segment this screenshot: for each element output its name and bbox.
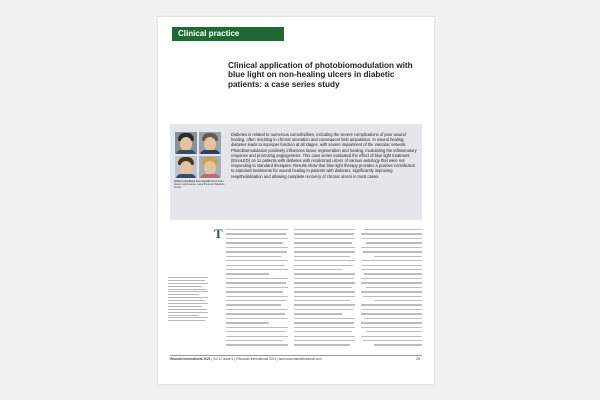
body-text-line	[294, 318, 355, 319]
bio-text-line	[168, 297, 208, 298]
body-text-line	[226, 247, 288, 248]
body-text-line	[374, 344, 422, 345]
body-text-line	[294, 242, 352, 243]
body-text-line	[361, 269, 422, 270]
footer-details: | Vol 12 Issue 4 | ©Wounds International 2021 | www.woundsinternational.com	[210, 357, 322, 361]
body-text-line	[294, 251, 355, 252]
bio-text-line	[168, 320, 205, 321]
body-text-line	[226, 318, 288, 319]
article-page	[158, 17, 434, 384]
body-text-line	[294, 282, 355, 283]
body-text-line	[294, 340, 355, 341]
body-text-line	[226, 296, 288, 297]
body-text-line	[363, 340, 422, 341]
drop-cap: T	[214, 226, 223, 241]
author-face	[204, 161, 216, 175]
body-text-line	[294, 269, 342, 270]
body-text-line	[226, 256, 281, 257]
body-column-1	[226, 229, 288, 349]
bio-text-line	[168, 286, 202, 287]
author-photo	[199, 132, 221, 154]
body-text-line	[294, 278, 354, 279]
section-banner: Clinical practice	[172, 27, 284, 41]
body-text-line	[294, 247, 355, 248]
body-text-line	[294, 291, 355, 292]
body-text-line	[366, 242, 422, 243]
body-text-line	[226, 331, 286, 332]
page-number: 25	[416, 357, 420, 361]
body-text-line	[364, 273, 422, 274]
author-photo	[175, 132, 197, 154]
body-text-line	[226, 269, 288, 270]
body-text-line	[363, 296, 422, 297]
body-text-line	[294, 344, 350, 345]
body-text-line	[361, 238, 422, 239]
body-text-line	[226, 287, 288, 288]
body-text-line	[226, 233, 286, 234]
body-text-line	[364, 318, 422, 319]
body-text-line	[226, 300, 287, 301]
author-bio-lines	[168, 277, 208, 321]
bio-text-line	[168, 289, 207, 290]
footer-rule	[170, 355, 422, 356]
body-text-line	[226, 291, 283, 292]
body-text-line	[294, 273, 355, 274]
author-face	[180, 137, 192, 151]
author-caption-heading: Authors (clockwise from top left):	[174, 181, 211, 183]
body-text-line	[294, 300, 350, 301]
body-text-line	[294, 238, 355, 239]
body-text-line	[226, 340, 283, 341]
author-bio-sidebar	[168, 277, 208, 323]
body-text-line	[226, 265, 285, 266]
body-text-line	[361, 278, 422, 279]
author-face	[180, 161, 192, 175]
body-text-line	[294, 322, 354, 323]
author-caption	[174, 181, 226, 190]
bio-text-line	[168, 303, 208, 304]
author-caption-names: Maria Stella Aliquò, Luigi Fassone, Laura Prieto and Salvatore Corrao	[174, 181, 225, 189]
body-text-line	[361, 233, 422, 234]
body-text-line	[226, 242, 283, 243]
author-face	[204, 137, 216, 151]
body-text-line	[361, 260, 422, 261]
body-text-line	[294, 331, 352, 332]
body-text-line	[362, 309, 422, 310]
author-shirt	[176, 150, 196, 154]
body-text-line	[361, 336, 422, 337]
body-text-line	[294, 229, 355, 230]
body-text-row	[294, 344, 422, 348]
body-text-line	[226, 273, 269, 274]
body-text-line	[294, 265, 353, 266]
bio-text-line	[168, 277, 208, 278]
footer-journal: Wounds International 2021	[170, 357, 211, 361]
bio-text-line	[168, 291, 208, 292]
body-text-line	[226, 322, 269, 323]
body-text-line	[226, 260, 288, 261]
body-text-line	[226, 229, 288, 230]
body-text-line	[366, 287, 422, 288]
bio-text-line	[168, 309, 207, 310]
body-text-line	[294, 304, 355, 305]
bio-text-line	[168, 312, 208, 313]
body-text-line	[361, 313, 422, 314]
bio-text-line	[168, 317, 208, 318]
bio-text-line	[168, 315, 199, 316]
abstract-text: Diabetes is related to numerous comorbidities, including the severe complications of poor wound healing, often resulting in chronic ulceration and consequent limb amputation. In wound healing, diabetes leads to improper function at all stages, with severe impairment of the vascular network. Photobiomodulation positively influences tissue regeneration and healing, modulating the inflammatory response and promoting angiogenesis. This case series evaluated the effect of blue light treatment (EmoLED) on 11 patients with diabetes with recalcitrant ulcers of various aetiology that were not responding to standard therapies. Results show that blue light therapy provides a positive contribution to standard treatments for wound healing in patients with diabetes, significantly improving reepithelialisation and allowing complete recovery of chronic ulcers in most cases.	[231, 132, 417, 179]
author-photo	[175, 156, 197, 178]
body-text-line	[374, 300, 422, 301]
body-text-line	[361, 291, 422, 292]
body-text-line	[361, 282, 422, 283]
body-text-line	[226, 336, 288, 337]
article-title: Clinical application of photobiomodulation with blue light on non-healing ulcers in diabetic patients: a case series study	[228, 61, 413, 89]
body-text-line	[362, 265, 422, 266]
body-text-line	[226, 327, 288, 328]
body-text-line	[361, 304, 422, 305]
body-text-line	[226, 278, 288, 279]
body-text-line	[226, 238, 288, 239]
body-text-line	[294, 260, 355, 261]
bio-text-line	[168, 300, 205, 301]
body-text-line	[226, 304, 281, 305]
bio-text-line	[168, 283, 208, 284]
body-text-line	[361, 322, 422, 323]
body-text-line	[226, 313, 285, 314]
body-text-line	[294, 287, 352, 288]
body-text-line	[361, 327, 422, 328]
body-text-line	[294, 296, 355, 297]
bio-text-line	[168, 294, 199, 295]
body-text-line	[226, 282, 286, 283]
body-text-line	[294, 256, 350, 257]
body-text-line	[294, 313, 342, 314]
body-text-line	[294, 233, 354, 234]
body-text-line	[366, 331, 422, 332]
body-text-line	[226, 309, 288, 310]
author-shirt	[200, 174, 220, 178]
body-text-line	[294, 336, 355, 337]
body-text-line	[226, 251, 287, 252]
body-text-line	[364, 229, 422, 230]
abstract-box	[170, 124, 422, 220]
body-column-2	[294, 229, 422, 349]
body-text-line	[363, 251, 422, 252]
page-footer	[170, 357, 322, 361]
body-text-line	[294, 327, 355, 328]
author-shirt	[200, 150, 220, 154]
author-shirt	[176, 174, 196, 178]
body-text-line	[361, 247, 422, 248]
bio-text-line	[168, 306, 202, 307]
body-text-line	[374, 256, 422, 257]
author-photo	[199, 156, 221, 178]
body-text-line	[226, 344, 288, 345]
bio-text-line	[168, 280, 205, 281]
body-text-line	[294, 309, 353, 310]
